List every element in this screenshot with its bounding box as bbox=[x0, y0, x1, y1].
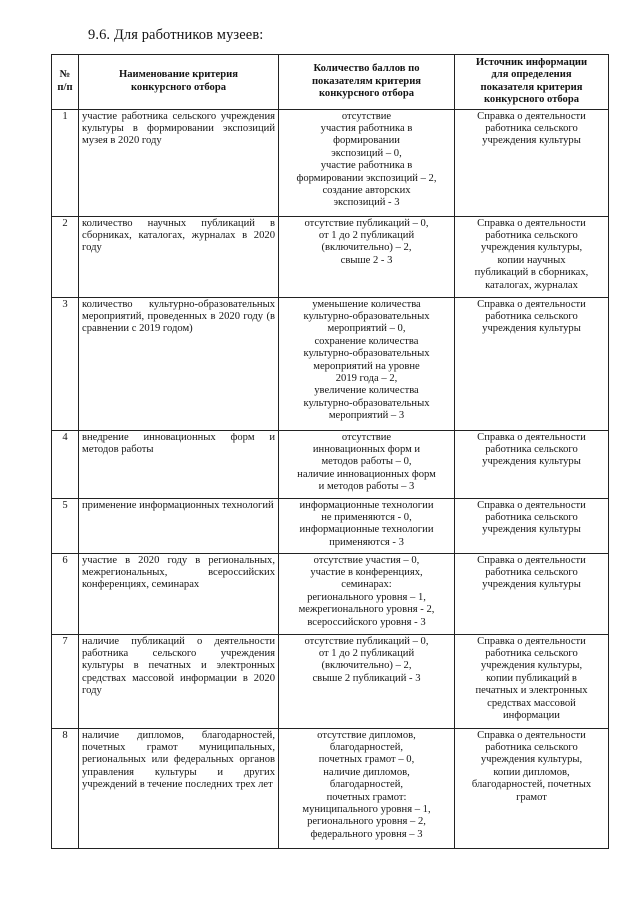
cell-line: учреждения культуры, bbox=[480, 754, 583, 766]
cell-line: формировании bbox=[333, 135, 400, 147]
cell-line: учреждения культуры bbox=[482, 579, 581, 591]
cell-line: работника сельского bbox=[485, 567, 578, 579]
cell-line: показателям критерия bbox=[311, 75, 422, 87]
cell-line: методов работы – 0, bbox=[321, 456, 412, 468]
cell-line: работника сельского bbox=[485, 444, 578, 456]
cell-line: почетных грамот – 0, bbox=[318, 754, 415, 766]
cell-line: наличие инновационных форм bbox=[297, 468, 436, 480]
cell-line: экспозиций - 3 bbox=[333, 197, 400, 209]
cell-line: Справка о деятельности bbox=[477, 298, 586, 310]
cell-line: 2019 года – 2, bbox=[335, 373, 398, 385]
header-source bbox=[455, 55, 609, 110]
cell-line: п/п bbox=[57, 81, 73, 93]
cell-line: Источник информации bbox=[475, 57, 588, 68]
cell-line: (включительно) – 2, bbox=[321, 242, 412, 254]
cell-line: конкурсного отбора bbox=[483, 94, 580, 106]
cell-line: межрегионального уровня - 2, bbox=[298, 604, 435, 616]
information-source bbox=[455, 216, 609, 297]
criterion-name: количество культурно-образовательных мероприятий, проведенных в 2020 году (в сравнении с 2019 годом) bbox=[79, 297, 279, 430]
criterion-points bbox=[279, 216, 455, 297]
row-number: 5 bbox=[52, 498, 79, 553]
cell-line: сохранение количества bbox=[314, 335, 419, 347]
cell-line: участие работника в bbox=[320, 160, 413, 172]
cell-line: создание авторских bbox=[322, 185, 411, 197]
cell-line: культурно-образовательных bbox=[303, 348, 430, 360]
cell-line: Справка о деятельности bbox=[477, 217, 586, 229]
cell-line: учреждения культуры bbox=[482, 323, 581, 335]
criterion-points bbox=[279, 728, 455, 848]
row-number: 8 bbox=[52, 728, 79, 848]
information-source bbox=[455, 728, 609, 848]
row-number: 7 bbox=[52, 634, 79, 728]
criterion-name: участие в 2020 году в региональных, межрегиональных, всероссийских конференциях, семинарах bbox=[79, 553, 279, 634]
cell-line: показателя критерия bbox=[480, 81, 583, 93]
table-row bbox=[52, 728, 609, 848]
cell-line: Справка о деятельности bbox=[477, 635, 586, 647]
criterion-name: внедрение инновационных форм и методов работы bbox=[79, 430, 279, 498]
criterion-name: количество научных публикаций в сборниках, каталогах, журналах в 2020 году bbox=[79, 216, 279, 297]
information-source bbox=[455, 109, 609, 216]
cell-line: копии публикаций в bbox=[486, 672, 577, 684]
cell-line: грамот bbox=[516, 791, 547, 803]
criterion-name: наличие публикаций о деятельности работника сельского учреждения культуры в печатных и электронных средствах массовой информации в 2020 году bbox=[79, 634, 279, 728]
table-row bbox=[52, 634, 609, 728]
information-source bbox=[455, 634, 609, 728]
table-row bbox=[52, 498, 609, 553]
information-source bbox=[455, 430, 609, 498]
cell-line: культурно-образовательных bbox=[303, 397, 430, 409]
header-num bbox=[52, 55, 79, 110]
cell-line: (включительно) – 2, bbox=[321, 660, 412, 672]
cell-line: не применяются - 0, bbox=[321, 512, 412, 524]
table-row bbox=[52, 216, 609, 297]
cell-line: публикаций в сборниках, bbox=[474, 267, 589, 279]
cell-line: мероприятий – 3 bbox=[328, 410, 405, 422]
criterion-points bbox=[279, 430, 455, 498]
cell-line: Справка о деятельности bbox=[477, 729, 586, 741]
cell-line: Справка о деятельности bbox=[477, 110, 586, 122]
cell-line: благодарностей, bbox=[329, 742, 404, 754]
criterion-points bbox=[279, 498, 455, 553]
cell-line: федерального уровня – 3 bbox=[310, 828, 423, 840]
table-row bbox=[52, 553, 609, 634]
cell-line: учреждения культуры, bbox=[480, 660, 583, 672]
cell-line: мероприятий – 0, bbox=[327, 323, 406, 335]
criterion-points bbox=[279, 109, 455, 216]
cell-line: отсутствие публикаций – 0, bbox=[304, 635, 429, 647]
cell-line: учреждения культуры bbox=[482, 524, 581, 536]
information-source bbox=[455, 498, 609, 553]
cell-line: отсутствие дипломов, bbox=[317, 729, 416, 741]
cell-line: уменьшение количества bbox=[312, 298, 421, 310]
cell-line: отсутствие bbox=[341, 431, 392, 443]
cell-line: Наименование критерия bbox=[118, 69, 238, 81]
cell-line: работника сельского bbox=[485, 123, 578, 135]
cell-line: и методов работы – 3 bbox=[318, 481, 415, 493]
cell-line: информации bbox=[503, 710, 560, 722]
cell-line: от 1 до 2 публикаций bbox=[318, 230, 415, 242]
cell-line: от 1 до 2 публикаций bbox=[318, 648, 415, 660]
information-source bbox=[455, 297, 609, 430]
cell-line: инновационных форм и bbox=[312, 444, 421, 456]
cell-line: культурно-образовательных bbox=[303, 311, 430, 323]
criteria-table bbox=[51, 54, 609, 849]
cell-line: участие в конференциях, bbox=[310, 567, 423, 579]
cell-line: благодарностей, bbox=[329, 779, 404, 791]
cell-line: учреждения культуры bbox=[482, 456, 581, 468]
cell-line: применяются - 3 bbox=[329, 536, 404, 548]
cell-line: средствах массовой bbox=[487, 697, 576, 709]
information-source bbox=[455, 553, 609, 634]
cell-line: почетных грамот: bbox=[326, 791, 407, 803]
cell-line: отсутствие участия – 0, bbox=[313, 554, 420, 566]
criterion-points bbox=[279, 553, 455, 634]
cell-line: № bbox=[59, 69, 71, 81]
criterion-name: участие работника сельского учреждения культуры в формировании экспозиций музея в 2020 году bbox=[79, 109, 279, 216]
cell-line: учреждения культуры, bbox=[480, 242, 583, 254]
row-number: 3 bbox=[52, 297, 79, 430]
cell-line: регионального уровня – 1, bbox=[307, 591, 426, 603]
cell-line: экспозиций – 0, bbox=[331, 147, 402, 159]
cell-line: учреждения культуры bbox=[482, 135, 581, 147]
row-number: 6 bbox=[52, 553, 79, 634]
row-number: 4 bbox=[52, 430, 79, 498]
table-row bbox=[52, 430, 609, 498]
cell-line: регионального уровня – 2, bbox=[307, 816, 426, 828]
table-row bbox=[52, 109, 609, 216]
cell-line: Количество баллов по bbox=[313, 63, 420, 75]
cell-line: работника сельского bbox=[485, 512, 578, 524]
header-points bbox=[279, 55, 455, 110]
cell-line: семинарах: bbox=[341, 579, 392, 591]
cell-line: формировании экспозиций – 2, bbox=[296, 172, 437, 184]
row-number: 1 bbox=[52, 109, 79, 216]
cell-line: свыше 2 - 3 bbox=[340, 254, 393, 266]
cell-line: конкурсного отбора bbox=[318, 88, 415, 100]
cell-line: участия работника в bbox=[320, 123, 413, 135]
cell-line: каталогах, журналах bbox=[485, 279, 578, 291]
cell-line: Справка о деятельности bbox=[477, 431, 586, 443]
cell-line: для определения bbox=[491, 69, 572, 81]
cell-line: увеличение количества bbox=[314, 385, 419, 397]
cell-line: конкурсного отбора bbox=[130, 81, 227, 93]
criterion-name: наличие дипломов, благодарностей, почетных грамот муниципальных, региональных или федеральных органов управления культуры и других учреждений в течение последних трех лет bbox=[79, 728, 279, 848]
page-heading: 9.6. Для работников музеев: bbox=[88, 27, 264, 43]
cell-line: отсутствие публикаций – 0, bbox=[304, 217, 429, 229]
criterion-name: применение информационных технологий bbox=[79, 498, 279, 553]
cell-line: свыше 2 публикаций - 3 bbox=[312, 672, 421, 684]
cell-line: работника сельского bbox=[485, 311, 578, 323]
table-row bbox=[52, 297, 609, 430]
cell-line: работника сельского bbox=[485, 230, 578, 242]
criterion-points bbox=[279, 634, 455, 728]
cell-line: копии дипломов, bbox=[493, 766, 570, 778]
cell-line: работника сельского bbox=[485, 742, 578, 754]
cell-line: Справка о деятельности bbox=[477, 554, 586, 566]
cell-line: информационные технологии bbox=[299, 524, 434, 536]
cell-line: Справка о деятельности bbox=[477, 499, 586, 511]
cell-line: отсутствие bbox=[341, 110, 392, 122]
cell-line: наличие дипломов, bbox=[323, 766, 410, 778]
cell-line: всероссийского уровня - 3 bbox=[307, 616, 426, 628]
cell-line: мероприятий на уровне bbox=[313, 360, 420, 372]
cell-line: муниципального уровня – 1, bbox=[302, 804, 431, 816]
row-number: 2 bbox=[52, 216, 79, 297]
header-criterion-name bbox=[79, 55, 279, 110]
criterion-points bbox=[279, 297, 455, 430]
cell-line: благодарностей, почетных bbox=[471, 779, 592, 791]
cell-line: копии научных bbox=[497, 254, 566, 266]
cell-line: работника сельского bbox=[485, 648, 578, 660]
cell-line: информационные технологии bbox=[299, 499, 434, 511]
cell-line: печатных и электронных bbox=[475, 685, 588, 697]
table-header-row bbox=[52, 55, 609, 110]
